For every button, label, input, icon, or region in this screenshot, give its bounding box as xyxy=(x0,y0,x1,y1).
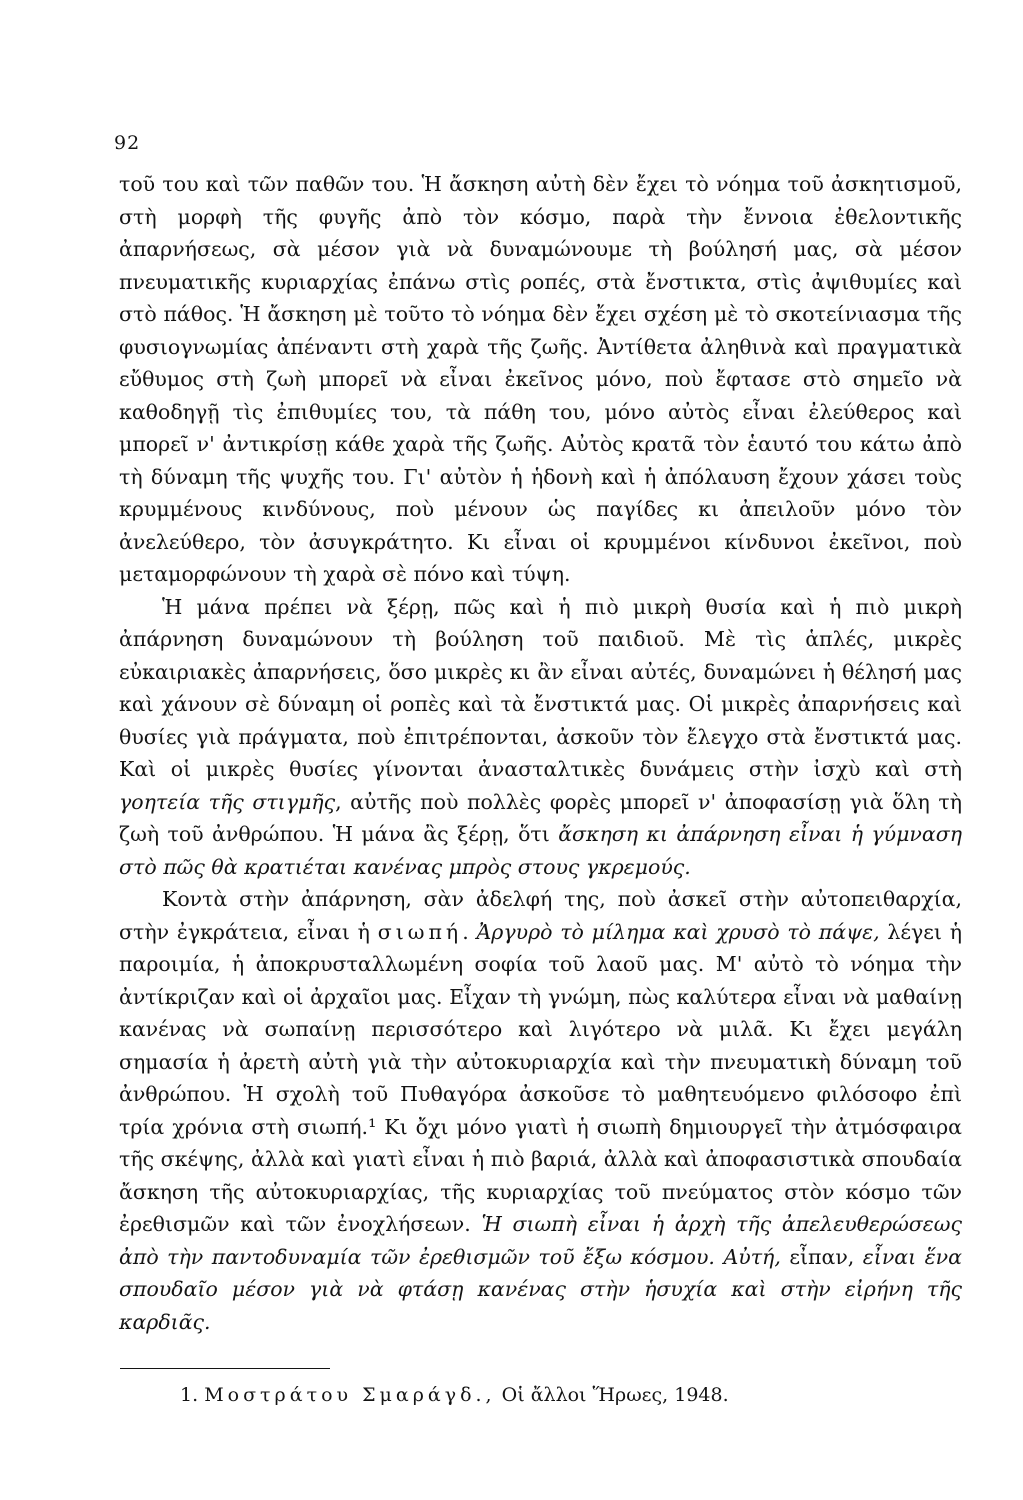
text-run: Κοντὰ στὴν ἀπάρνηση, σὰν ἀδελφή της, ποὺ ἀσκεῖ στὴν αὐτοπειθαρχία, στὴν ἐγκράτεια, εἶναι ἡ xyxy=(119,887,962,944)
text-run: Ἡ μάνα πρέπει νὰ ξέρῃ, πῶς καὶ ἡ πιὸ μικρὴ θυσία καὶ ἡ πιὸ μικρὴ ἀπάρνηση δυναμώνουν τὴ βούληση τοῦ παιδιοῦ. Μὲ τὶς ἁπλές, μικρὲς εὐκαιριακὲς ἀπαρνήσεις, ὅσο μικρὲς κι ἂν εἶναι αὐτές, δυναμώνει ἡ θέλησή μας καὶ χάνουν σὲ δύναμη οἱ ροπὲς καὶ τὰ ἔνστικτά μας. Οἱ μικρὲς ἀπαρνήσεις καὶ θυσίες γιὰ πράγματα, ποὺ ἐπιτρέπονται, ἀσκοῦν τὸν ἔλεγχο στὰ ἔνστικτά μας. Καὶ οἱ μικρὲς θυσίες γίνονται ἀνασταλτικὲς δυνάμεις στὴν ἰσχὺ καὶ στὴ xyxy=(119,594,962,781)
paragraph-2 xyxy=(119,591,962,884)
body-text xyxy=(119,168,962,1338)
footnote-title: Οἱ ἄλλοι Ἥρωες, 1948. xyxy=(501,1384,729,1406)
page-number: 92 xyxy=(114,132,141,154)
footnote-number: 1. xyxy=(180,1384,199,1406)
text-run: Αὐτή, xyxy=(723,1244,781,1269)
text-run: , αὐτῆς ποὺ πολλὲς φορὲς μπορεῖ ν' ἀποφασίσῃ γιὰ ὅλη τὴ ζωὴ τοῦ ἀνθρώπου. Ἡ μάνα ἂς ξέρῃ, ὅτι xyxy=(119,789,962,846)
footnote xyxy=(180,1382,729,1408)
text-run: σιωπή xyxy=(377,919,463,944)
text-run: Ἀργυρὸ τὸ μίλημα καὶ χρυσὸ τὸ πάψε, xyxy=(476,919,880,944)
text-run: εἶναι ἕνα σπουδαῖο μέσον γιὰ νὰ φτάσῃ κανένας στὴν ἡσυχία καὶ στὴν εἰρήνη τῆς καρδιᾶς. xyxy=(119,1244,962,1334)
text-run: εἶπαν, xyxy=(780,1244,863,1269)
text-run: . xyxy=(462,919,477,944)
text-run: γοητεία τῆς στιγμῆς xyxy=(119,789,336,814)
paragraph-1 xyxy=(119,168,962,591)
footnote-divider xyxy=(120,1368,330,1369)
text-run: ἄσκηση κι ἀπάρνηση εἶναι ἡ γύμναση στὸ πῶς θὰ κρατιέται κανένας μπρὸς στους γκρεμούς. xyxy=(119,822,963,879)
text-run: τοῦ του καὶ τῶν παθῶν του. Ἡ ἄσκηση αὐτὴ δὲν ἔχει τὸ νόημα τοῦ ἀσκητισμοῦ, στὴ μορφὴ τῆς φυγῆς ἀπὸ τὸν κόσμο, παρὰ τὴν ἔννοια ἐθελοντικῆς ἀπαρνήσεως, σὰ μέσον γιὰ νὰ δυναμώνουμε τὴ βούλησή μας, σὰ μέσον πνευματικῆς κυριαρχίας ἐπάνω στὶς ροπές, στὰ ἔνστικτα, στὶς ἀψιθυμίες καὶ στὸ πάθος. Ἡ ἄσκηση μὲ τοῦτο τὸ νόημα δὲν ἔχει σχέση μὲ τὸ σκοτείνιασμα τῆς φυσιογνωμίας ἀπέναντι στὴ χαρὰ τῆς ζωῆς. Ἀντίθετα ἀληθινὰ καὶ πραγματικὰ εὔθυμος στὴ ζωὴ μπορεῖ νὰ εἶναι ἐκεῖνος μόνο, ποὺ ἔφτασε στὸ σημεῖο νὰ καθοδηγῇ τὶς ἐπιθυμίες του, τὰ πάθη του, μόνο αὐτὸς εἶναι ἐλεύθερος καὶ μπορεῖ ν' ἀντικρίσῃ κάθε χαρὰ τῆς ζωῆς. Αὐτὸς κρατᾶ τὸν ἑαυτό του κάτω ἀπὸ τὴ δύναμη τῆς ψυχῆς του. Γι' αὐτὸν ἡ ἡδονὴ καὶ ἡ ἀπόλαυση ἔχουν χάσει τοὺς κρυμμένους κινδύνους, ποὺ μένουν ὡς παγίδες κι ἀπειλοῦν μόνο τὸν ἀνελεύθερο, τὸν ἀσυγκράτητο. Κι εἶναι οἱ κρυμμένοι κίνδυνοι ἐκεῖνοι, ποὺ μεταμορφώνουν τὴ χαρὰ σὲ πόνο καὶ τύψη. xyxy=(119,172,962,586)
paragraph-3 xyxy=(119,883,962,1338)
text-run: Ἡ σιωπὴ εἶναι ἡ ἀρχὴ τῆς ἀπελευθερώσεως ἀπὸ τὴν παντοδυναμία τῶν ἐρεθισμῶν τοῦ ἔξω κόσμου. xyxy=(119,1212,963,1269)
footnote-author: Μοστράτου Σμαράγδ., xyxy=(204,1384,496,1406)
text-run: λέγει ἡ παροιμία, ἡ ἀποκρυσταλλωμένη σοφία τοῦ λαοῦ μας. Μ' αὐτὸ τὸ νόημα τὴν ἀντίκριζαν καὶ οἱ ἀρχαῖοι μας. Εἶχαν τὴ γνώμη, πὼς καλύτερα εἶναι νὰ μαθαίνῃ κανένας νὰ σωπαίνῃ περισσότερο καὶ λιγότερο νὰ μιλᾶ. Κι ἔχει μεγάλη σημασία ἡ ἀρετὴ αὐτὴ γιὰ τὴν αὐτοκυριαρχία καὶ τὴν πνευματικὴ δύναμη τοῦ ἀνθρώπου. Ἡ σχολὴ τοῦ Πυθαγόρα ἀσκοῦσε τὸ μαθητευόμενο φιλόσοφο ἐπὶ τρία χρόνια στὴ σιωπή.¹ Κι ὄχι μόνο γιατὶ ἡ σιωπὴ δημιουργεῖ τὴν ἀτμόσφαιρα τῆς σκέψης, ἀλλὰ καὶ γιατὶ εἶναι ἡ πιὸ βαριά, ἀλλὰ καὶ ἀποφασιστικὰ σπουδαία ἄσκηση τῆς αὐτοκυριαρχίας, τῆς κυριαρχίας τοῦ πνεύματος στὸν κόσμο τῶν ἐρεθισμῶν καὶ τῶν ἐνοχλήσεων. xyxy=(119,919,962,1236)
